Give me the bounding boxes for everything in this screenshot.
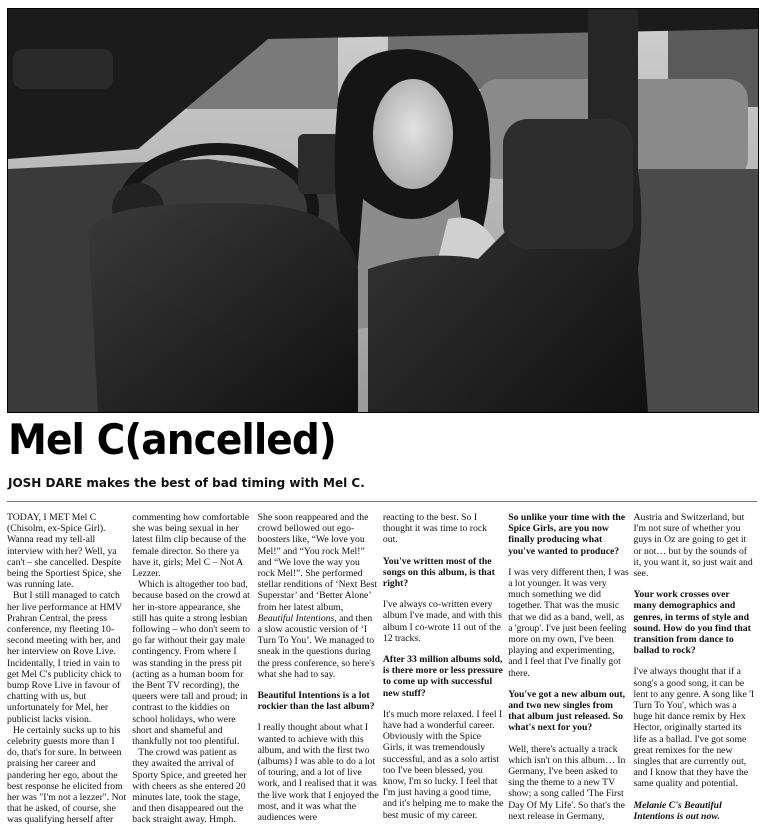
headline: Mel C(ancelled) — [8, 415, 336, 464]
column-2 — [132, 512, 257, 826]
standfirst: JOSH DARE makes the best of bad timing with Mel C. — [8, 476, 365, 490]
answer: Well, there's actually a track which isn't on this album… In Germany, I've been asked to sing the theme to a new TV show; a song called 'The First Day Of My Life'. So that's the next release in Germany, — [508, 743, 626, 822]
question: So unlike your time with the Spice Girls, are you now finally producing what you've wanted to produce? — [508, 512, 626, 557]
question: You've got a new album out, and two new singles from that album just released. So what's next for you? — [508, 688, 625, 734]
album-title: Beautiful Intentions — [257, 612, 335, 624]
paragraph: TODAY, I MET Mel C (Chisolm, ex-Spice Girl). Wanna read my tell-all interview with her? Well, ya can't – she cancelled. Despite being the Sportiest Spice, she was running late. — [7, 512, 122, 591]
answer: It's much more relaxed. I feel I have had a wonderful career. Obviously with the Spice Girls, it was tremendously successful, and as a solo artist too I've been blessed, you know, I'm so lucky. I feel that I'm just having a good time, and it's helping me to make the best music of my career. — [382, 708, 504, 821]
paragraph: She soon reappeared and the crowd bellowed out ego-boosters like, “We love you Mel!” and “You rock Mel!” and “We love the way you rock Mel!”. She performed stellar renditions of ‘Next Best Superstar’ and ‘Better Alone’ from her latest album, Beautiful Intentions, and then a slow acoustic version of ‘I Turn To You’. We managed to sneak in the questions during the press conference, so here's what she had to say. — [257, 512, 378, 680]
paragraph: But I still managed to catch her live performance at HMV Prahran Central, the press conference, my fleeting 10-second meeting with her, and her interview on Rove Live. Incidentally, I tried in vain to get Mel C's publicity chick to bump Rove Live in favour of chatting with us, but unfortunately for Mel, her publicist lacks vision. — [7, 590, 122, 725]
paragraph: commenting how comfortable she was being sexual in her latest film clip because of the female director. So there ya have it, girls; Mel C – Not A Lezzer. — [132, 512, 250, 580]
paragraph: Austria and Switzerland, but I'm not sure of whether you guys in Oz are going to get it or not… but by the sounds of it, you want it, so just wait and see. — [633, 512, 753, 580]
paragraph: He certainly sucks up to his celebrity guests more than I do, that's for sure. In between praising her career and pandering her ego, about the best response he elicited from her was "I'm not a lezzer". Not that he asked, of course, she was qualifying herself after — [7, 724, 127, 826]
question: After 33 million albums sold, is there more or less pressure to come up with successful new stuff? — [382, 654, 503, 699]
question: You've written most of the songs on this album, is that right? — [382, 555, 495, 590]
photo-illustration — [8, 9, 758, 412]
credit-line: Melanie C's Beautiful Intentions is out now. — [633, 799, 722, 822]
column-3 — [257, 512, 383, 824]
answer: I've always co-written every album I've made, and with this album I co-wrote 11 out of the 12 tracks. — [382, 599, 502, 644]
paragraph: The crowd was patient as they awaited the arrival of Sporty Spice, and greeted her with cheers as she entered 20 minutes late, took the stage, and then disappeared out the back straight away. Hmph. — [132, 747, 247, 826]
column-5 — [508, 512, 633, 822]
column-6 — [633, 512, 758, 822]
question: Your work crosses over many demographics and genres, in terms of style and sound. How do you find that transition from dance to ballad to rock? — [633, 589, 751, 657]
paragraph: reacting to the best. So I thought it was time to rock out. — [382, 512, 488, 546]
column-1 — [7, 512, 132, 826]
column-4 — [382, 512, 508, 821]
divider — [7, 501, 757, 502]
question: Beautiful Intentions is a lot rockier than the last album? — [257, 690, 375, 713]
article-photo — [7, 8, 759, 413]
answer: I was very different then, I was a lot younger. It was very much something we did together. That was the music that we did as a band, well, as a 'group'. I've just been feeling more on my own, I've been playing and experimenting, and I feel that I've finally got there. — [508, 566, 629, 679]
answer: I've always thought that if a song's a good song, it can be lent to any genre. A song like 'I Turn To You', which was a huge hit dance remix by Hex Hector, originally started its life as a ballad. I've got some great remixes for the new singles that are currently out, and I know that they have the same quality and potential. — [633, 666, 755, 790]
answer: I really thought about what I wanted to achieve with this album, and with the first two (albums) I was able to do a lot of touring, and a lot of live work, and I realised that it was the live work that I enjoyed the most, and it was what the audiences were — [257, 722, 379, 824]
article-body — [7, 512, 759, 826]
paragraph: Which is altogether too bad, because based on the crowd at her in-store appearance, she still has quite a strong lesbian following – who don't seem to go far without their gay male contingency. From where I was standing in the press pit (acting as a human boom for the Bent TV recording), the queers were tall and proud; in contrast to the kiddies on school holidays, who were short and shameful and thankfully not too plentiful. — [132, 579, 251, 748]
